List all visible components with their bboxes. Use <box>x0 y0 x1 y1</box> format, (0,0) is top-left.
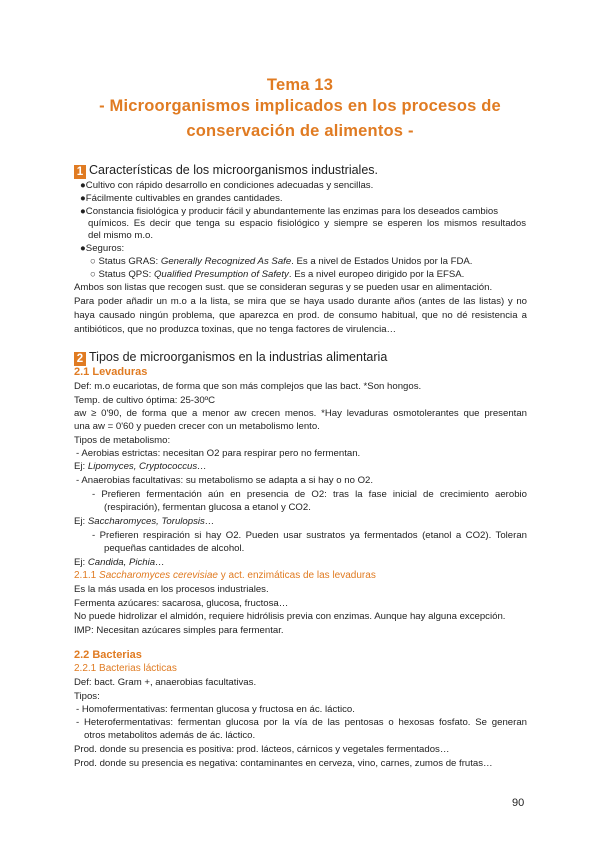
bullet-continuation: del mismo m.o. <box>88 230 154 241</box>
paragraph-line: haya causado ningún problema, que aparezca en prod. de consumo habitual, que no dé resistencia a <box>74 310 527 321</box>
list-item: - Prefieren fermentación aún en presencia de O2: tras la fase inicial de crecimiento aerobio <box>92 489 527 500</box>
text-line: Def: bact. Gram +, anaerobias facultativas. <box>74 677 257 688</box>
sub-bullet-qps: ○ Status QPS: Qualified Presumption of Safety. Es a nivel europeo dirigido por la EFSA. <box>90 269 465 280</box>
text-line: Prod. donde su presencia es negativa: contaminantes en cerveza, vino, carnes, zumos de frutas… <box>74 758 493 769</box>
paragraph-line: antibióticos, que no produzca toxinas, que no tenga factores de virulencia… <box>74 324 397 335</box>
text-line: Fermenta azúcares: sacarosa, glucosa, fructosa… <box>74 598 289 609</box>
list-item: - Aerobias estrictas: necesitan O2 para respirar pero no fermentan. <box>76 448 361 459</box>
list-item-continuation: pequeñas cantidades de alcohol. <box>104 543 245 554</box>
section-2-title: Tipos de microorganismos en la industrias alimentaria <box>89 350 388 364</box>
text-line: Def: m.o eucariotas, de forma que son más complejos que las bact. *Son hongos. <box>74 381 422 392</box>
example-line: Ej: Candida, Pichia… <box>74 557 165 568</box>
paragraph-line: Ambos son listas que recogen sust. que se consideran seguras y se pueden usar en alimentación. <box>74 282 493 293</box>
list-item: - Prefieren respiración si hay O2. Pueden usar sustratos ya fermentados (etanol a CO2). Toleran <box>92 530 527 541</box>
example-line: Ej: Saccharomyces, Torulopsis… <box>74 516 215 527</box>
text-line: Tipos de metabolismo: <box>74 435 171 446</box>
text-line: una aw = 0'60 y pueden crecer con un metabolismo lento. <box>74 421 320 432</box>
bullet-continuation: químicos. Es decir que tenga su espacio fisiológico y siempre se esperen los mismos resultados <box>88 218 526 229</box>
text-line: No puede hidrolizar el almidón, requiere hidrólisis previa con enzimas. Aunque hay alguna excepción. <box>74 611 506 622</box>
list-item-continuation: otros metabolitos además de ác. láctico. <box>84 730 256 741</box>
title-line-2: conservación de alimentos - <box>186 122 414 140</box>
subsection-levaduras: 2.1 Levaduras <box>74 366 148 378</box>
subsection-bacterias: 2.2 Bacterias <box>74 649 142 661</box>
list-item: - Homofermentativas: fermentan glucosa y fructosa en ác. láctico. <box>76 704 355 715</box>
text-line: Prod. donde su presencia es positiva: prod. lácteos, cárnicos y vegetales fermentados… <box>74 744 450 755</box>
subsection-bacterias-lacticas: 2.2.1 Bacterias lácticas <box>74 663 177 674</box>
text-line: Temp. de cultivo óptima: 25-30ºC <box>74 395 216 406</box>
bullet-item: ●Cultivo con rápido desarrollo en condiciones adecuadas y sencillas. <box>80 180 374 191</box>
list-item: - Heterofermentativas: fermentan glucosa por la vía de las pentosas o hexosas fosfato. Se generan <box>76 717 527 728</box>
paragraph-line: Para poder añadir un m.o a la lista, se mira que se haya usado durante años (antes de las listas) y no <box>74 296 527 307</box>
section-1-title: Características de los microorganismos industriales. <box>89 163 378 177</box>
section-1-heading <box>74 163 378 179</box>
section-1-number: 1 <box>74 165 86 179</box>
title-line-1: - Microorganismos implicados en los procesos de <box>99 97 501 115</box>
page-number: 90 <box>512 797 525 809</box>
bullet-item: ●Fácilmente cultivables en grandes cantidades. <box>80 193 283 204</box>
topic-number: Tema 13 <box>266 76 334 94</box>
text-line: Tipos: <box>74 691 100 702</box>
text-line: Es la más usada en los procesos industriales. <box>74 584 269 595</box>
list-item-continuation: (respiración), fermentan glucosa a etanol y CO2. <box>104 502 311 513</box>
list-item: - Anaerobias facultativas: su metabolismo se adapta a si hay o no O2. <box>76 475 374 486</box>
example-line: Ej: Lipomyces, Cryptococcus… <box>74 461 207 472</box>
section-2-number: 2 <box>74 352 86 366</box>
sub-bullet-gras: ○ Status GRAS: Generally Recognized As Safe. Es a nivel de Estados Unidos por la FDA. <box>90 256 473 267</box>
text-line: aw ≥ 0'90, de forma que a menor aw crecen menos. *Hay levaduras osmotolerantes que presentan <box>74 408 527 419</box>
subsection-saccharomyces: 2.1.1 Saccharomyces cerevisiae y act. enzimáticas de las levaduras <box>74 570 376 581</box>
bullet-item: ●Constancia fisiológica y producir fácil y abundantemente las enzimas para los deseados cambios <box>80 206 499 217</box>
bullet-item: ●Seguros: <box>80 243 125 254</box>
text-line: IMP: Necesitan azúcares simples para fermentar. <box>74 625 284 636</box>
section-2-heading <box>74 350 387 366</box>
